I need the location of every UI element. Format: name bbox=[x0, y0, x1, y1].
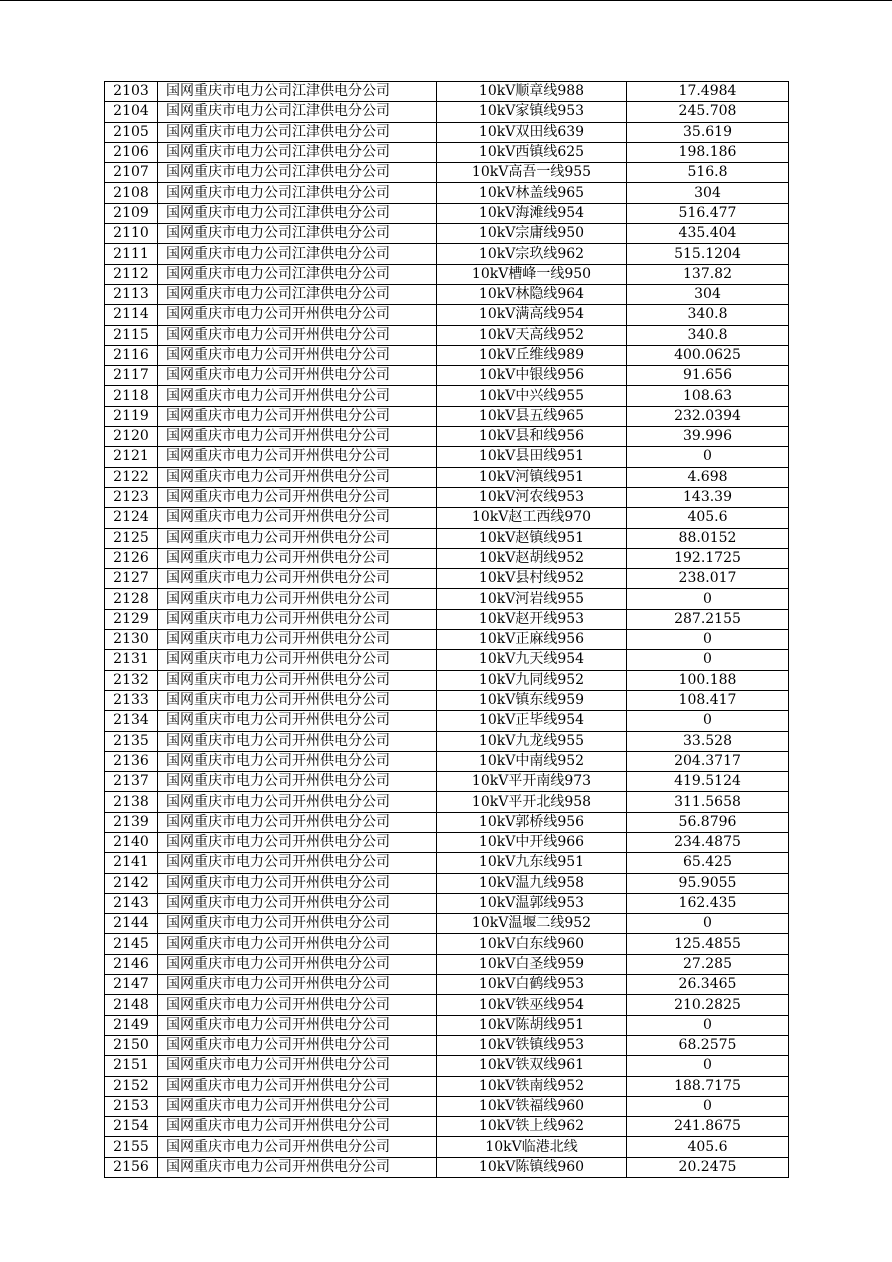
table-row bbox=[105, 305, 789, 325]
row-index-cell: 2105 bbox=[105, 122, 158, 142]
row-index-cell: 2103 bbox=[105, 82, 158, 102]
table-row bbox=[105, 873, 789, 893]
line-name-cell: 10kV平开南线973 bbox=[437, 772, 627, 792]
value-cell: 4.698 bbox=[627, 467, 789, 487]
row-index-cell: 2104 bbox=[105, 102, 158, 122]
value-cell: 162.435 bbox=[627, 893, 789, 913]
line-name-cell: 10kV温郭线953 bbox=[437, 893, 627, 913]
org-name-cell: 国网重庆市电力公司开州供电分公司 bbox=[158, 589, 437, 609]
table-row bbox=[105, 122, 789, 142]
org-name-cell: 国网重庆市电力公司开州供电分公司 bbox=[158, 569, 437, 589]
value-cell: 0 bbox=[627, 1056, 789, 1076]
line-name-cell: 10kV林隐线964 bbox=[437, 284, 627, 304]
org-name-cell: 国网重庆市电力公司开州供电分公司 bbox=[158, 528, 437, 548]
row-index-cell: 2111 bbox=[105, 244, 158, 264]
org-name-cell: 国网重庆市电力公司开州供电分公司 bbox=[158, 630, 437, 650]
table-row bbox=[105, 731, 789, 751]
value-cell: 238.017 bbox=[627, 569, 789, 589]
line-name-cell: 10kV中南线952 bbox=[437, 751, 627, 771]
value-cell: 0 bbox=[627, 589, 789, 609]
row-index-cell: 2136 bbox=[105, 751, 158, 771]
org-name-cell: 国网重庆市电力公司开州供电分公司 bbox=[158, 1076, 437, 1096]
table-row bbox=[105, 366, 789, 386]
row-index-cell: 2118 bbox=[105, 386, 158, 406]
org-name-cell: 国网重庆市电力公司开州供电分公司 bbox=[158, 487, 437, 507]
line-name-cell: 10kV正毕线954 bbox=[437, 711, 627, 731]
line-name-cell: 10kV赵胡线952 bbox=[437, 548, 627, 568]
org-name-cell: 国网重庆市电力公司开州供电分公司 bbox=[158, 650, 437, 670]
line-name-cell: 10kV正麻线956 bbox=[437, 630, 627, 650]
value-cell: 137.82 bbox=[627, 264, 789, 284]
row-index-cell: 2153 bbox=[105, 1096, 158, 1116]
line-name-cell: 10kV九龙线955 bbox=[437, 731, 627, 751]
value-cell: 192.1725 bbox=[627, 548, 789, 568]
table-row bbox=[105, 82, 789, 102]
org-name-cell: 国网重庆市电力公司开州供电分公司 bbox=[158, 325, 437, 345]
org-name-cell: 国网重庆市电力公司江津供电分公司 bbox=[158, 82, 437, 102]
table-row bbox=[105, 934, 789, 954]
line-name-cell: 10kV铁巫线954 bbox=[437, 995, 627, 1015]
row-index-cell: 2121 bbox=[105, 447, 158, 467]
org-name-cell: 国网重庆市电力公司开州供电分公司 bbox=[158, 1096, 437, 1116]
line-name-cell: 10kV河镇线951 bbox=[437, 467, 627, 487]
table-row bbox=[105, 284, 789, 304]
value-cell: 33.528 bbox=[627, 731, 789, 751]
value-cell: 88.0152 bbox=[627, 528, 789, 548]
line-name-cell: 10kV温九线958 bbox=[437, 873, 627, 893]
line-name-cell: 10kV县田线951 bbox=[437, 447, 627, 467]
value-cell: 0 bbox=[627, 650, 789, 670]
table-row bbox=[105, 1096, 789, 1116]
value-cell: 0 bbox=[627, 447, 789, 467]
value-cell: 143.39 bbox=[627, 487, 789, 507]
value-cell: 0 bbox=[627, 711, 789, 731]
line-name-cell: 10kV县五线965 bbox=[437, 406, 627, 426]
row-index-cell: 2109 bbox=[105, 203, 158, 223]
line-name-cell: 10kV中银线956 bbox=[437, 366, 627, 386]
value-cell: 39.996 bbox=[627, 427, 789, 447]
table-row bbox=[105, 792, 789, 812]
line-name-cell: 10kV铁福线960 bbox=[437, 1096, 627, 1116]
row-index-cell: 2108 bbox=[105, 183, 158, 203]
table-row bbox=[105, 853, 789, 873]
table-row bbox=[105, 609, 789, 629]
line-name-cell: 10kV县和线956 bbox=[437, 427, 627, 447]
org-name-cell: 国网重庆市电力公司江津供电分公司 bbox=[158, 183, 437, 203]
row-index-cell: 2125 bbox=[105, 528, 158, 548]
org-name-cell: 国网重庆市电力公司开州供电分公司 bbox=[158, 772, 437, 792]
org-name-cell: 国网重庆市电力公司开州供电分公司 bbox=[158, 548, 437, 568]
table-row bbox=[105, 528, 789, 548]
table-row bbox=[105, 1035, 789, 1055]
line-name-cell: 10kV丘维线989 bbox=[437, 345, 627, 365]
value-cell: 419.5124 bbox=[627, 772, 789, 792]
value-cell: 125.4855 bbox=[627, 934, 789, 954]
value-cell: 516.8 bbox=[627, 163, 789, 183]
table-row bbox=[105, 447, 789, 467]
org-name-cell: 国网重庆市电力公司江津供电分公司 bbox=[158, 203, 437, 223]
value-cell: 204.3717 bbox=[627, 751, 789, 771]
row-index-cell: 2110 bbox=[105, 224, 158, 244]
table-row bbox=[105, 487, 789, 507]
org-name-cell: 国网重庆市电力公司开州供电分公司 bbox=[158, 609, 437, 629]
row-index-cell: 2139 bbox=[105, 812, 158, 832]
line-name-cell: 10kV铁上线962 bbox=[437, 1117, 627, 1137]
value-cell: 340.8 bbox=[627, 325, 789, 345]
value-cell: 405.6 bbox=[627, 1137, 789, 1157]
row-index-cell: 2120 bbox=[105, 427, 158, 447]
row-index-cell: 2113 bbox=[105, 284, 158, 304]
org-name-cell: 国网重庆市电力公司开州供电分公司 bbox=[158, 954, 437, 974]
row-index-cell: 2127 bbox=[105, 569, 158, 589]
table-row bbox=[105, 995, 789, 1015]
org-name-cell: 国网重庆市电力公司开州供电分公司 bbox=[158, 751, 437, 771]
row-index-cell: 2143 bbox=[105, 893, 158, 913]
row-index-cell: 2122 bbox=[105, 467, 158, 487]
table-row bbox=[105, 1076, 789, 1096]
row-index-cell: 2107 bbox=[105, 163, 158, 183]
value-cell: 65.425 bbox=[627, 853, 789, 873]
value-cell: 20.2475 bbox=[627, 1157, 789, 1177]
row-index-cell: 2114 bbox=[105, 305, 158, 325]
org-name-cell: 国网重庆市电力公司开州供电分公司 bbox=[158, 873, 437, 893]
line-name-cell: 10kV九东线951 bbox=[437, 853, 627, 873]
value-cell: 405.6 bbox=[627, 508, 789, 528]
org-name-cell: 国网重庆市电力公司江津供电分公司 bbox=[158, 102, 437, 122]
line-name-cell: 10kV铁镇线953 bbox=[437, 1035, 627, 1055]
table-row bbox=[105, 427, 789, 447]
line-name-cell: 10kV铁南线952 bbox=[437, 1076, 627, 1096]
line-name-cell: 10kV中开线966 bbox=[437, 832, 627, 852]
org-name-cell: 国网重庆市电力公司江津供电分公司 bbox=[158, 163, 437, 183]
org-name-cell: 国网重庆市电力公司江津供电分公司 bbox=[158, 264, 437, 284]
table-row bbox=[105, 751, 789, 771]
line-name-cell: 10kV陈镇线960 bbox=[437, 1157, 627, 1177]
line-name-cell: 10kV林盖线965 bbox=[437, 183, 627, 203]
table-row bbox=[105, 1056, 789, 1076]
table-row bbox=[105, 386, 789, 406]
row-index-cell: 2149 bbox=[105, 1015, 158, 1035]
org-name-cell: 国网重庆市电力公司开州供电分公司 bbox=[158, 934, 437, 954]
org-name-cell: 国网重庆市电力公司开州供电分公司 bbox=[158, 508, 437, 528]
row-index-cell: 2145 bbox=[105, 934, 158, 954]
table-row bbox=[105, 224, 789, 244]
table-row bbox=[105, 670, 789, 690]
row-index-cell: 2134 bbox=[105, 711, 158, 731]
table-row bbox=[105, 244, 789, 264]
line-name-cell: 10kV铁双线961 bbox=[437, 1056, 627, 1076]
org-name-cell: 国网重庆市电力公司开州供电分公司 bbox=[158, 1157, 437, 1177]
line-name-cell: 10kV郭桥线956 bbox=[437, 812, 627, 832]
table-row bbox=[105, 548, 789, 568]
org-name-cell: 国网重庆市电力公司开州供电分公司 bbox=[158, 345, 437, 365]
line-name-cell: 10kV宗庸线950 bbox=[437, 224, 627, 244]
value-cell: 100.188 bbox=[627, 670, 789, 690]
table-row bbox=[105, 893, 789, 913]
table-row bbox=[105, 264, 789, 284]
value-cell: 108.63 bbox=[627, 386, 789, 406]
line-name-cell: 10kV海滩线954 bbox=[437, 203, 627, 223]
row-index-cell: 2138 bbox=[105, 792, 158, 812]
value-cell: 188.7175 bbox=[627, 1076, 789, 1096]
line-name-cell: 10kV白圣线959 bbox=[437, 954, 627, 974]
org-name-cell: 国网重庆市电力公司江津供电分公司 bbox=[158, 244, 437, 264]
org-name-cell: 国网重庆市电力公司开州供电分公司 bbox=[158, 386, 437, 406]
page-top-rule bbox=[0, 0, 892, 1]
table-row bbox=[105, 102, 789, 122]
org-name-cell: 国网重庆市电力公司开州供电分公司 bbox=[158, 305, 437, 325]
value-cell: 287.2155 bbox=[627, 609, 789, 629]
row-index-cell: 2148 bbox=[105, 995, 158, 1015]
org-name-cell: 国网重庆市电力公司开州供电分公司 bbox=[158, 1056, 437, 1076]
org-name-cell: 国网重庆市电力公司开州供电分公司 bbox=[158, 914, 437, 934]
value-cell: 516.477 bbox=[627, 203, 789, 223]
row-index-cell: 2156 bbox=[105, 1157, 158, 1177]
line-name-cell: 10kV陈胡线951 bbox=[437, 1015, 627, 1035]
table-row bbox=[105, 589, 789, 609]
table-row bbox=[105, 690, 789, 710]
org-name-cell: 国网重庆市电力公司开州供电分公司 bbox=[158, 853, 437, 873]
value-cell: 27.285 bbox=[627, 954, 789, 974]
table-row bbox=[105, 325, 789, 345]
table-row bbox=[105, 203, 789, 223]
line-name-cell: 10kV白东线960 bbox=[437, 934, 627, 954]
row-index-cell: 2117 bbox=[105, 366, 158, 386]
table-row bbox=[105, 630, 789, 650]
table-row bbox=[105, 914, 789, 934]
row-index-cell: 2152 bbox=[105, 1076, 158, 1096]
row-index-cell: 2135 bbox=[105, 731, 158, 751]
line-name-cell: 10kV满高线954 bbox=[437, 305, 627, 325]
org-name-cell: 国网重庆市电力公司开州供电分公司 bbox=[158, 366, 437, 386]
row-index-cell: 2144 bbox=[105, 914, 158, 934]
value-cell: 241.8675 bbox=[627, 1117, 789, 1137]
row-index-cell: 2130 bbox=[105, 630, 158, 650]
row-index-cell: 2116 bbox=[105, 345, 158, 365]
value-cell: 340.8 bbox=[627, 305, 789, 325]
org-name-cell: 国网重庆市电力公司开州供电分公司 bbox=[158, 1035, 437, 1055]
line-name-cell: 10kV顺章线988 bbox=[437, 82, 627, 102]
line-name-cell: 10kV河农线953 bbox=[437, 487, 627, 507]
value-cell: 234.4875 bbox=[627, 832, 789, 852]
table-row bbox=[105, 1137, 789, 1157]
line-name-cell: 10kV家镇线953 bbox=[437, 102, 627, 122]
row-index-cell: 2147 bbox=[105, 975, 158, 995]
value-cell: 95.9055 bbox=[627, 873, 789, 893]
row-index-cell: 2119 bbox=[105, 406, 158, 426]
value-cell: 56.8796 bbox=[627, 812, 789, 832]
row-index-cell: 2115 bbox=[105, 325, 158, 345]
org-name-cell: 国网重庆市电力公司开州供电分公司 bbox=[158, 792, 437, 812]
org-name-cell: 国网重庆市电力公司开州供电分公司 bbox=[158, 406, 437, 426]
value-cell: 108.417 bbox=[627, 690, 789, 710]
row-index-cell: 2150 bbox=[105, 1035, 158, 1055]
value-cell: 0 bbox=[627, 914, 789, 934]
row-index-cell: 2142 bbox=[105, 873, 158, 893]
row-index-cell: 2129 bbox=[105, 609, 158, 629]
row-index-cell: 2124 bbox=[105, 508, 158, 528]
org-name-cell: 国网重庆市电力公司开州供电分公司 bbox=[158, 1015, 437, 1035]
row-index-cell: 2140 bbox=[105, 832, 158, 852]
table-row bbox=[105, 1015, 789, 1035]
table-row bbox=[105, 569, 789, 589]
row-index-cell: 2106 bbox=[105, 142, 158, 162]
table-row bbox=[105, 467, 789, 487]
org-name-cell: 国网重庆市电力公司开州供电分公司 bbox=[158, 427, 437, 447]
row-index-cell: 2146 bbox=[105, 954, 158, 974]
table-row bbox=[105, 183, 789, 203]
value-cell: 17.4984 bbox=[627, 82, 789, 102]
org-name-cell: 国网重庆市电力公司开州供电分公司 bbox=[158, 995, 437, 1015]
value-cell: 232.0394 bbox=[627, 406, 789, 426]
table-body bbox=[105, 82, 789, 1178]
line-name-cell: 10kV九天线954 bbox=[437, 650, 627, 670]
line-name-cell: 10kV中兴线955 bbox=[437, 386, 627, 406]
value-cell: 68.2575 bbox=[627, 1035, 789, 1055]
line-name-cell: 10kV镇东线959 bbox=[437, 690, 627, 710]
value-cell: 0 bbox=[627, 1015, 789, 1035]
row-index-cell: 2137 bbox=[105, 772, 158, 792]
org-name-cell: 国网重庆市电力公司江津供电分公司 bbox=[158, 142, 437, 162]
line-name-cell: 10kV温堰二线952 bbox=[437, 914, 627, 934]
value-cell: 515.1204 bbox=[627, 244, 789, 264]
table-row bbox=[105, 832, 789, 852]
row-index-cell: 2132 bbox=[105, 670, 158, 690]
value-cell: 91.656 bbox=[627, 366, 789, 386]
org-name-cell: 国网重庆市电力公司开州供电分公司 bbox=[158, 832, 437, 852]
line-name-cell: 10kV赵工西线970 bbox=[437, 508, 627, 528]
line-data-table bbox=[104, 81, 789, 1178]
org-name-cell: 国网重庆市电力公司开州供电分公司 bbox=[158, 690, 437, 710]
value-cell: 304 bbox=[627, 183, 789, 203]
value-cell: 26.3465 bbox=[627, 975, 789, 995]
line-name-cell: 10kV槽峰一线950 bbox=[437, 264, 627, 284]
row-index-cell: 2151 bbox=[105, 1056, 158, 1076]
table-row bbox=[105, 508, 789, 528]
table-row bbox=[105, 975, 789, 995]
table-row bbox=[105, 1117, 789, 1137]
line-name-cell: 10kV河岩线955 bbox=[437, 589, 627, 609]
org-name-cell: 国网重庆市电力公司开州供电分公司 bbox=[158, 812, 437, 832]
line-name-cell: 10kV双田线639 bbox=[437, 122, 627, 142]
org-name-cell: 国网重庆市电力公司开州供电分公司 bbox=[158, 447, 437, 467]
line-name-cell: 10kV平开北线958 bbox=[437, 792, 627, 812]
table-row bbox=[105, 345, 789, 365]
line-name-cell: 10kV高吾一线955 bbox=[437, 163, 627, 183]
row-index-cell: 2126 bbox=[105, 548, 158, 568]
org-name-cell: 国网重庆市电力公司开州供电分公司 bbox=[158, 670, 437, 690]
table-row bbox=[105, 772, 789, 792]
org-name-cell: 国网重庆市电力公司开州供电分公司 bbox=[158, 975, 437, 995]
table-row bbox=[105, 650, 789, 670]
value-cell: 304 bbox=[627, 284, 789, 304]
value-cell: 0 bbox=[627, 1096, 789, 1116]
row-index-cell: 2123 bbox=[105, 487, 158, 507]
value-cell: 435.404 bbox=[627, 224, 789, 244]
line-name-cell: 10kV宗玖线962 bbox=[437, 244, 627, 264]
line-name-cell: 10kV白鹤线953 bbox=[437, 975, 627, 995]
row-index-cell: 2131 bbox=[105, 650, 158, 670]
org-name-cell: 国网重庆市电力公司开州供电分公司 bbox=[158, 467, 437, 487]
line-name-cell: 10kV临港北线 bbox=[437, 1137, 627, 1157]
line-name-cell: 10kV赵开线953 bbox=[437, 609, 627, 629]
org-name-cell: 国网重庆市电力公司江津供电分公司 bbox=[158, 224, 437, 244]
line-name-cell: 10kV天高线952 bbox=[437, 325, 627, 345]
row-index-cell: 2133 bbox=[105, 690, 158, 710]
value-cell: 198.186 bbox=[627, 142, 789, 162]
line-name-cell: 10kV西镇线625 bbox=[437, 142, 627, 162]
value-cell: 0 bbox=[627, 630, 789, 650]
line-name-cell: 10kV县村线952 bbox=[437, 569, 627, 589]
value-cell: 210.2825 bbox=[627, 995, 789, 1015]
org-name-cell: 国网重庆市电力公司江津供电分公司 bbox=[158, 284, 437, 304]
table-row bbox=[105, 142, 789, 162]
value-cell: 311.5658 bbox=[627, 792, 789, 812]
org-name-cell: 国网重庆市电力公司开州供电分公司 bbox=[158, 1137, 437, 1157]
table-row bbox=[105, 812, 789, 832]
value-cell: 245.708 bbox=[627, 102, 789, 122]
table-row bbox=[105, 954, 789, 974]
value-cell: 35.619 bbox=[627, 122, 789, 142]
row-index-cell: 2112 bbox=[105, 264, 158, 284]
org-name-cell: 国网重庆市电力公司开州供电分公司 bbox=[158, 731, 437, 751]
table-row bbox=[105, 711, 789, 731]
row-index-cell: 2155 bbox=[105, 1137, 158, 1157]
line-name-cell: 10kV九同线952 bbox=[437, 670, 627, 690]
org-name-cell: 国网重庆市电力公司开州供电分公司 bbox=[158, 1117, 437, 1137]
org-name-cell: 国网重庆市电力公司开州供电分公司 bbox=[158, 893, 437, 913]
line-name-cell: 10kV赵镇线951 bbox=[437, 528, 627, 548]
value-cell: 400.0625 bbox=[627, 345, 789, 365]
table-row bbox=[105, 406, 789, 426]
row-index-cell: 2154 bbox=[105, 1117, 158, 1137]
org-name-cell: 国网重庆市电力公司江津供电分公司 bbox=[158, 122, 437, 142]
org-name-cell: 国网重庆市电力公司开州供电分公司 bbox=[158, 711, 437, 731]
table-row bbox=[105, 1157, 789, 1177]
row-index-cell: 2128 bbox=[105, 589, 158, 609]
table-row bbox=[105, 163, 789, 183]
row-index-cell: 2141 bbox=[105, 853, 158, 873]
